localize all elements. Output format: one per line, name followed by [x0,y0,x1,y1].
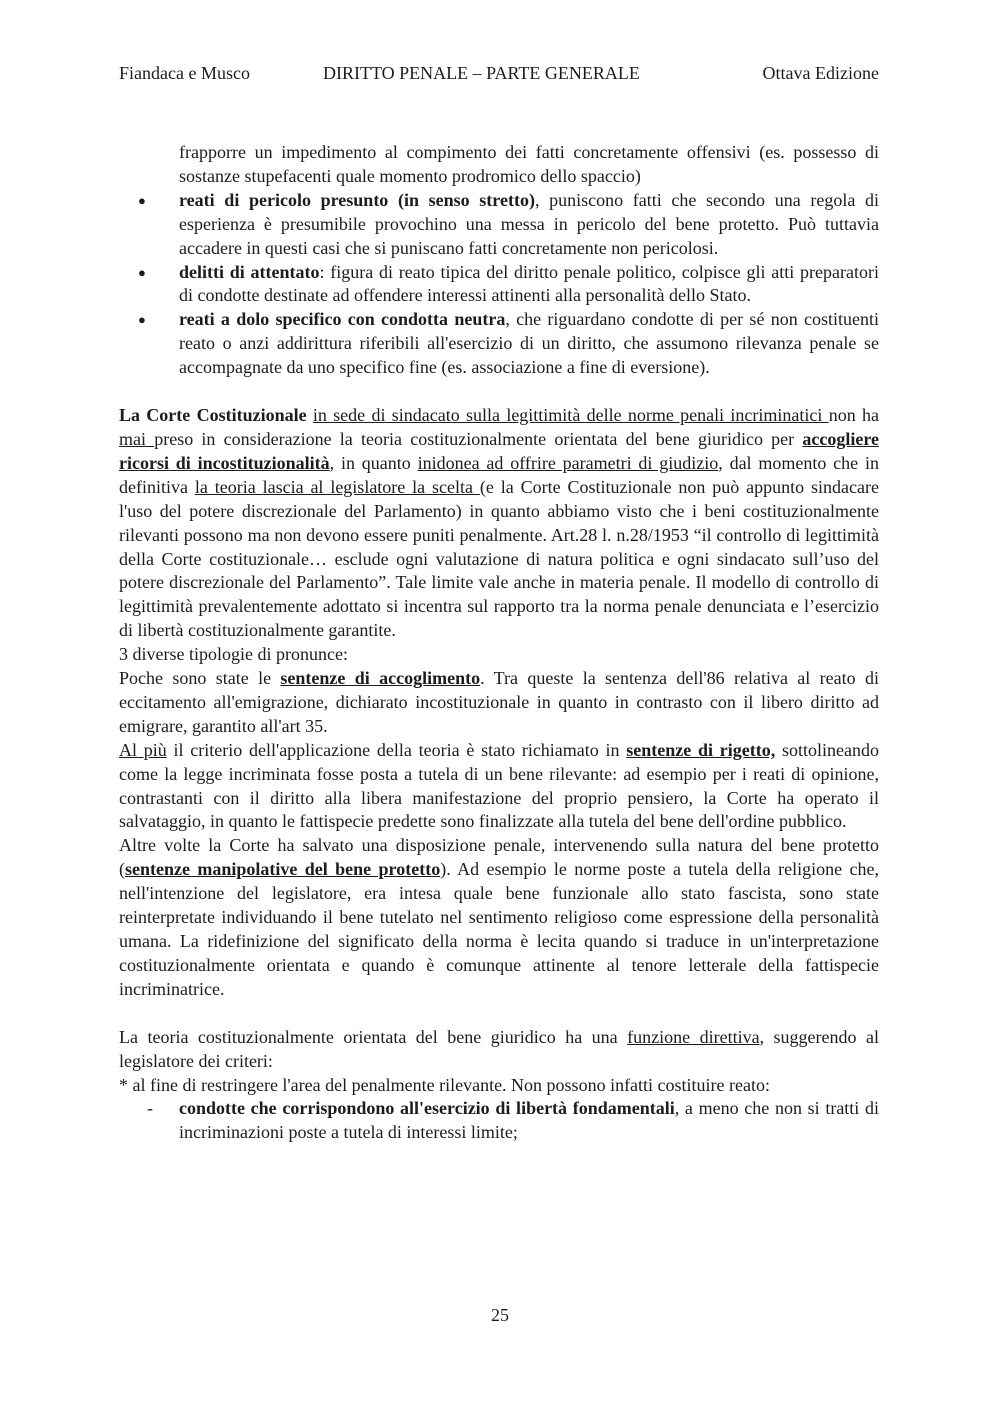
term-bold: delitti di attentato [179,261,320,282]
underlined-text: funzione direttiva [627,1026,760,1047]
continued-bullet-text: frapporre un impedimento al compimento dei fatti concretamente offensivi (es. possesso di sostanze stupefacenti quale momento prodromico dello spaccio) [179,142,879,186]
bullet-list [119,189,879,380]
paragraph-accoglimento [119,667,879,739]
bold-underlined-text: accogliere ricorsi di incostituzionalità [119,428,879,473]
paragraph-gap [119,380,879,404]
underlined-text: la teoria lascia al legislatore la scelta [194,476,480,497]
bold-underlined-text: sentenze di rigetto, [626,739,776,760]
term-bold: reati di pericolo presunto (in senso stretto) [179,189,535,210]
text-span: preso in considerazione la teoria costituzionalmente orientata del bene giuridico per [154,428,803,449]
paragraph-rigetto [119,739,879,835]
bullet-icon: ● [138,192,146,208]
underlined-text: Al più [119,739,167,760]
term-bold: condotte che corrispondono all'esercizio di libertà fondamentali [179,1098,675,1119]
text-span: ). Ad esempio le norme poste a tutela della religione che, nell'intenzione del legislatore, era intesa quale bene funzionale allo stato fascista, sono state reinterpretate individuando il bene tutelato nel sentimento religioso come espressione della personalità umana. La ridefinizione del significato della norma è lecita quando si traduce in un'interpretazione costituzionalmente orientata e quando è comunque attinente al tenore letterale della fattispecie incriminatrice. [119,859,879,999]
header-edition: Ottava Edizione [762,63,879,83]
text-span: il criterio dell'applicazione della teoria è stato richiamato in [166,739,627,760]
header-authors: Fiandaca e Musco [119,63,250,83]
list-item [119,189,879,261]
term-bold: La Corte Costituzionale [119,405,307,426]
page-body [119,141,879,1145]
text-span: , dal momento che in definitiva [119,452,879,497]
item-text: , a meno che non si tratti di incriminazioni poste a tutela di interessi limite; [179,1098,879,1143]
text-span: . Tra queste la sentenza dell'86 relativa al reato di eccitamento all'emigrazione, dichiarato incostituzionale in quanto in contrasto con il libero diritto ad emigrare, garantito all'art 35. [119,668,879,736]
page-header [119,61,879,85]
text-span: Poche sono state le [119,668,281,689]
item-text: , che riguardano condotte di per sé non costituenti reato o anzi addirittura riferibili all'esercizio di un diritto, che assumono rilevanza penale se accompagnate da uno specifico fine (es. associazione a fine di eversione). [179,309,879,378]
text-span: non ha [828,405,879,426]
bullet-icon: ● [138,264,146,280]
underlined-text: inidonea ad offrire parametri di giudizio [417,452,719,473]
underlined-text: in sede di sindacato sulla legittimità delle norme penali incriminatici [312,405,829,426]
text-span: Altre volte la Corte ha salvato una disposizione penale, intervenendo sulla natura del bene protetto ( [119,835,879,880]
item-text: : figura di reato tipica del diritto penale politico, colpisce gli atti preparatori di condotte destinate ad offendere interessi attinenti alla personalità dello Stato. [179,261,879,306]
item-text: , puniscono fatti che secondo una regola di esperienza è presumibile provochino una messa in pericolo del bene protetto. Può tuttavia accadere in questi casi che si puniscano fatti concretamente non pericolosi. [179,189,879,258]
paragraph-restringere: * al fine di restringere l'area del penalmente rilevante. Non possono infatti costituire reato: [119,1074,771,1095]
paragraph-corte [119,404,879,643]
text-span: , suggerendo al legislatore dei criteri: [119,1026,880,1071]
bold-underlined-text: sentenze di accoglimento [280,668,481,689]
dash-list-item [119,1097,879,1145]
bold-underlined-text: sentenze manipolative del bene protetto [125,859,441,880]
paragraph-funzione-direttiva [119,1026,879,1074]
paragraph-manipolative [119,834,879,1001]
underlined-text: mai [119,428,155,449]
term-bold: reati a dolo specifico con condotta neutra [179,309,506,330]
bullet-icon: ● [138,312,146,328]
page-number: 25 [491,1305,509,1325]
dash-marker: - [147,1098,153,1119]
paragraph-gap [119,1002,879,1026]
text-span: (e la Corte Costituzionale non può appunto sindacare l'uso del potere discrezionale del Parlamento) in quanto abbiamo visto che i beni costituzionalmente rilevanti possono ma non devono essere puniti penalmente. Art.28 l. n.28/1953 “il controllo di legittimità della Corte costituzionale… esclude ogni valutazione di natura politica e ogni sindacato sull’uso del potere discrezionale del Parlamento”. Tale limite vale anche in materia penale. Il modello di controllo di legittimità prevalentemente adottato si incentra sul rapporto tra la norma penale denunciata e l’esercizio di libertà costituzionalmente garantite. [119,476,879,641]
list-item [119,261,879,309]
text-span: , in quanto [329,452,418,473]
header-title: DIRITTO PENALE – PARTE GENERALE [323,63,640,83]
text-span: sottolineando come la legge incriminata fosse posta a tutela di un bene rilevante: ad esempio per i reati di opinione, contrastanti con il diritto alla libera manifestazione del proprio pensiero, la Corte ha operato il salvataggio, in quanto le fattispecie predette sono finalizzate alla tutela del bene dell'ordine pubblico. [119,739,879,832]
list-item [119,308,879,380]
paragraph-tipologie: 3 diverse tipologie di pronunce: [119,644,348,665]
text-span: La teoria costituzionalmente orientata del bene giuridico ha una [119,1026,628,1047]
